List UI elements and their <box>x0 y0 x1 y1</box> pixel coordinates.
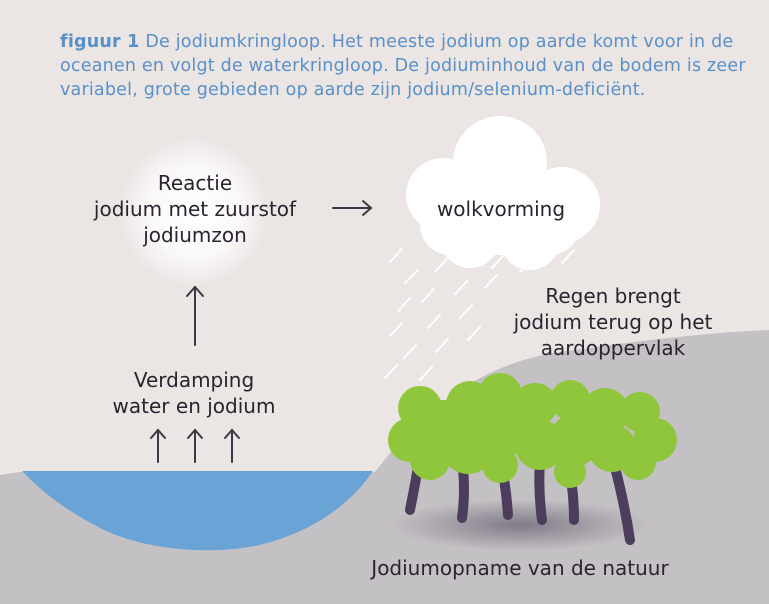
arrow-up-icon <box>187 287 203 345</box>
caption-text: De jodiumkringloop. Het meeste jodium op aarde komt voor in de oceanen en volgt de waterkringloop. De jodiuminhoud van de bodem is zeer variabel, grote gebieden op aarde zijn jodium/selenium-deficiënt. <box>60 32 746 100</box>
rain-line-1: Regen brengt <box>545 284 681 308</box>
tree-shadow <box>390 499 650 551</box>
cloud-formation-label: wolkvorming <box>436 197 566 221</box>
reaction-line-3: jodiumzon <box>143 223 247 247</box>
cloud-icon <box>406 116 600 270</box>
rain-line-2: jodium terug op het <box>513 310 713 334</box>
evaporation-line-2: water en jodium <box>112 394 276 418</box>
figure-label: figuur 1 <box>60 32 140 52</box>
figure-caption <box>60 30 750 102</box>
evaporation-arrows-icon <box>151 430 239 462</box>
rain-label <box>500 283 726 361</box>
reaction-line-1: Reactie <box>157 171 233 195</box>
arrow-right-icon <box>333 201 371 215</box>
reaction-line-2: jodium met zuurstof <box>93 197 297 221</box>
evaporation-line-1: Verdamping <box>133 368 255 392</box>
reaction-label <box>84 170 306 248</box>
evaporation-label <box>98 367 290 419</box>
rain-line-3: aardoppervlak <box>540 336 686 360</box>
uptake-label: Jodiumopname van de natuur <box>371 556 669 580</box>
